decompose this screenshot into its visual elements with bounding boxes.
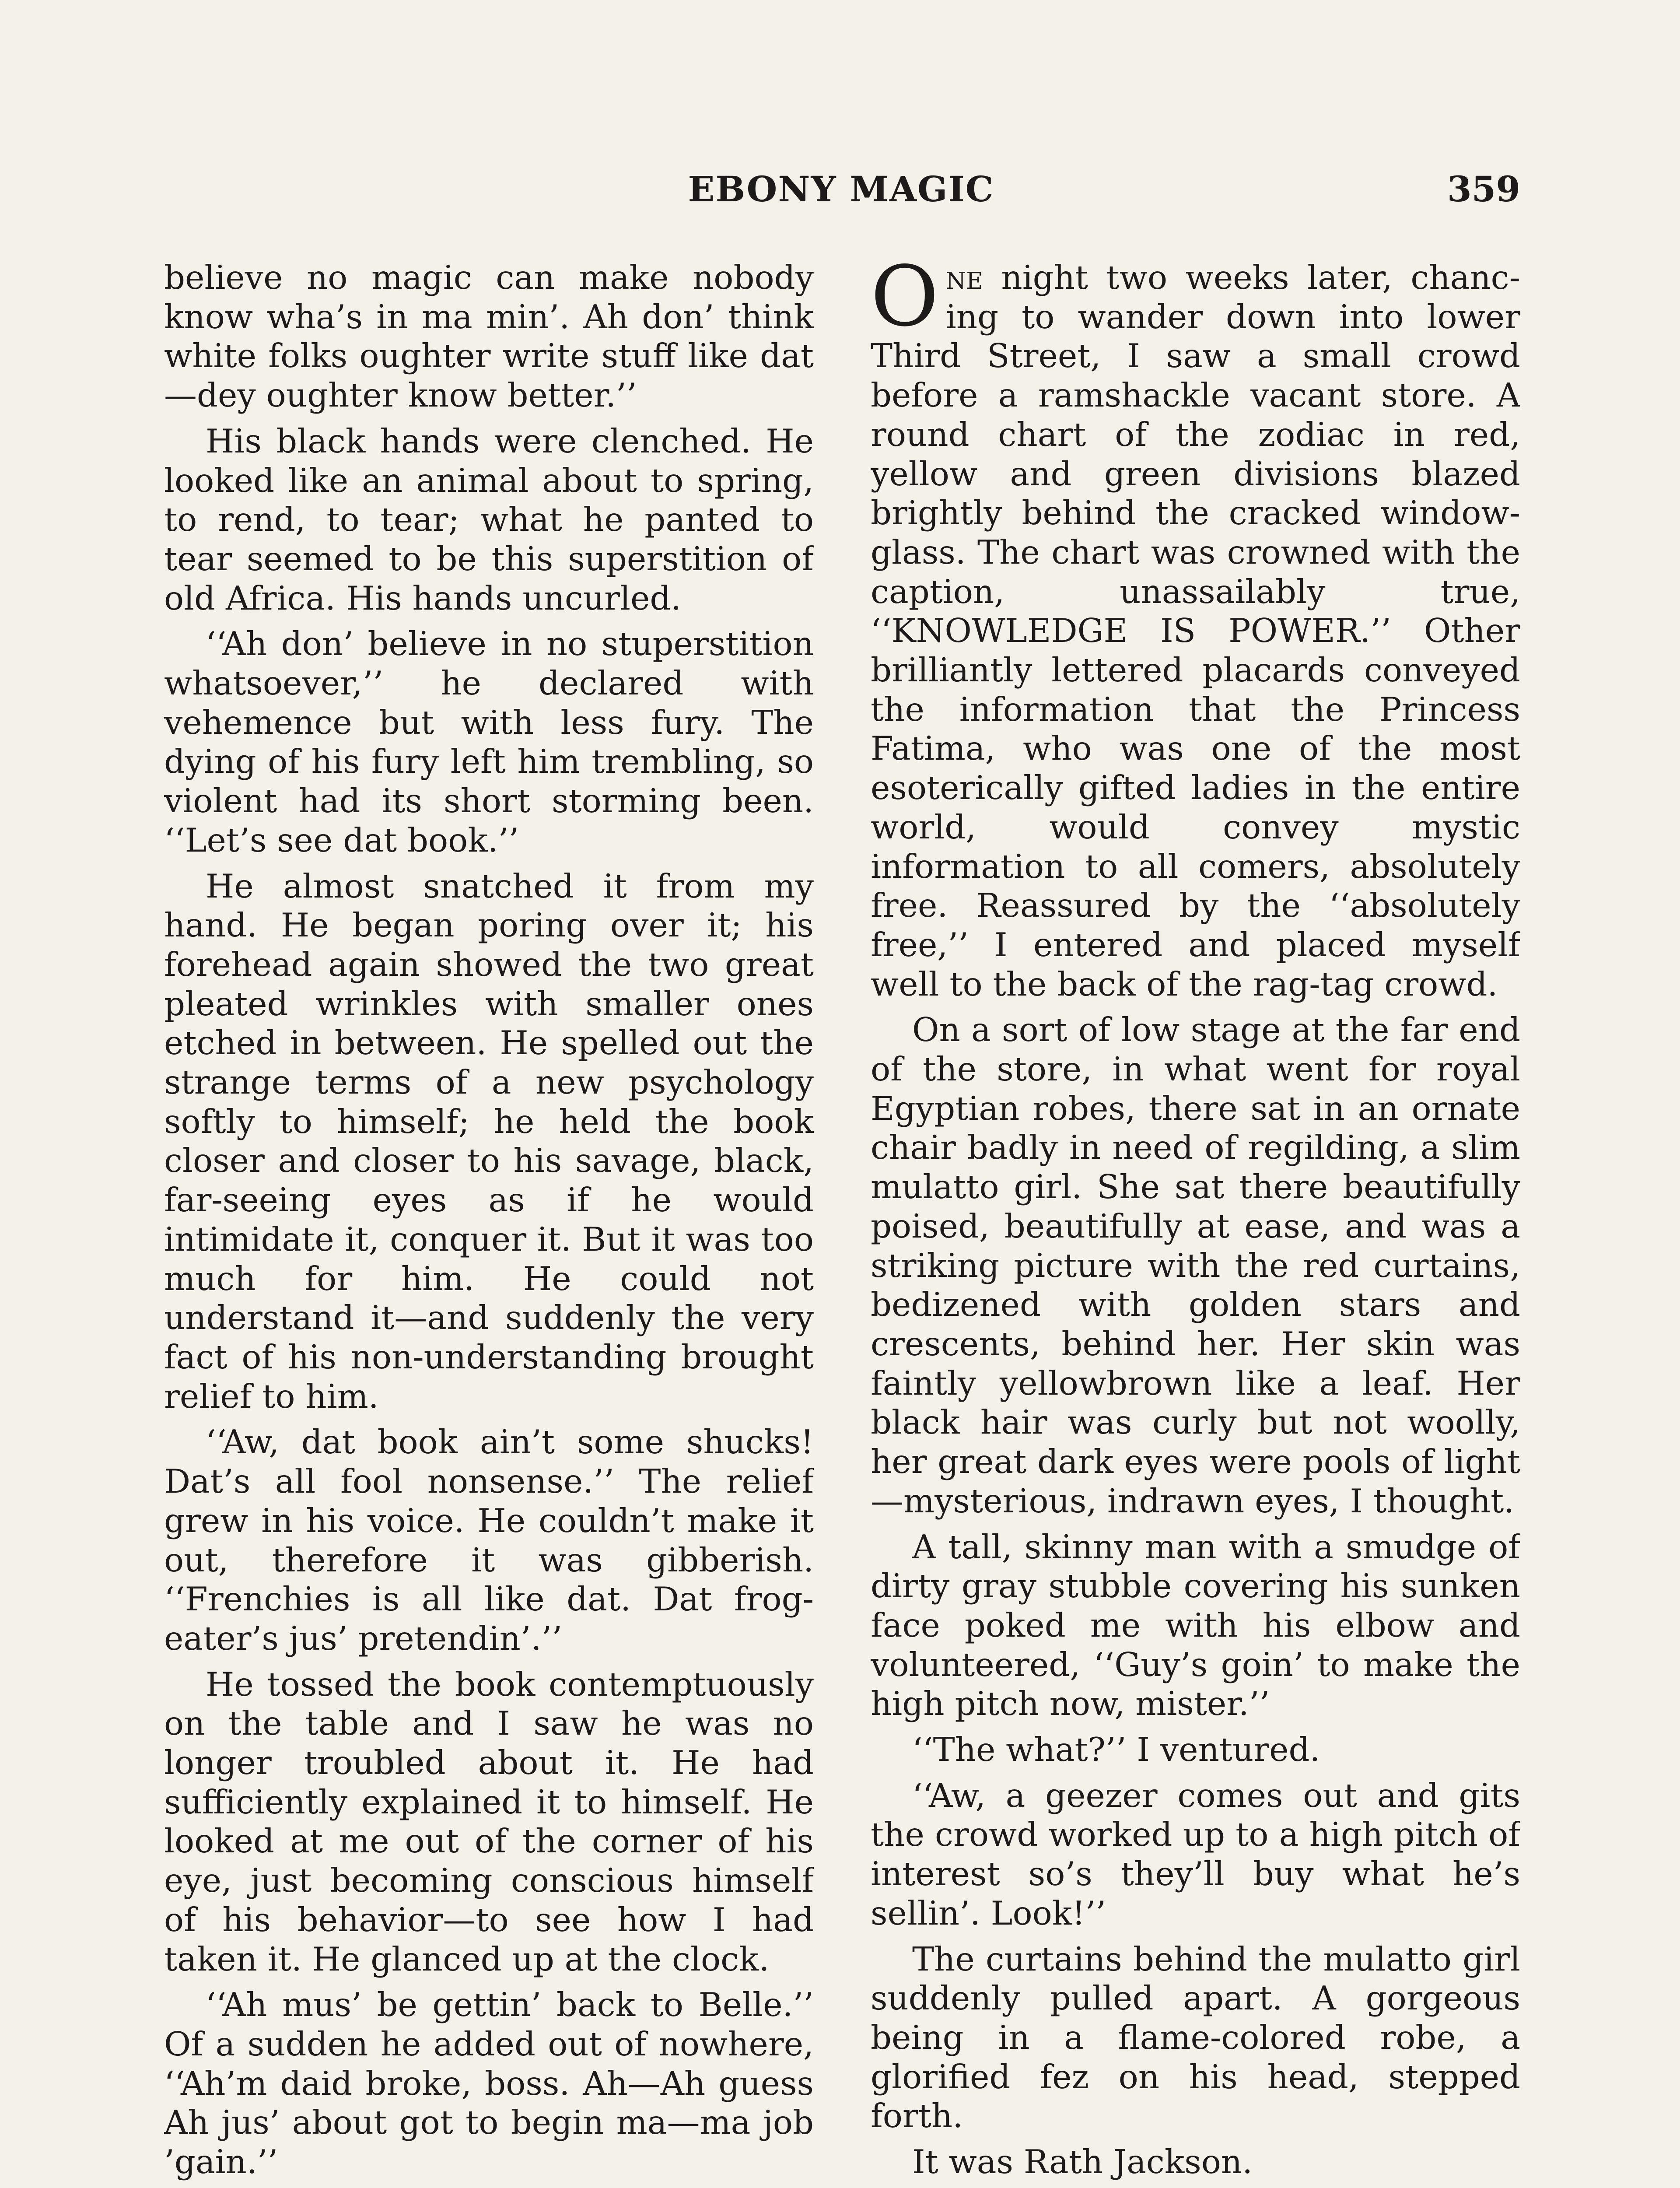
paragraph: He tossed the book contemptuously on the table and I saw he was no longer troubled about it. He had sufficiently explained it to himself. He looked at me out of the corner of his eye, just becoming conscious himself of his behavior—to see how I had taken it. He glanced up at the clock.	[164, 1665, 814, 1978]
paragraph: He almost snatched it from my hand. He began poring over it; his forehead again showed the two great pleated wrinkles with smaller ones etched in between. He spelled out the strange terms of a new psychology softly to himself; he held the book closer and closer to his savage, black, far-seeing eyes as if he would intimidate it, conquer it. But it was too much for him. He could not understand it—and suddenly the very fact of his non-understanding brought relief to him.	[164, 866, 814, 1416]
paragraph: On a sort of low stage at the far end of the store, in what went for royal Egyptian robes, there sat in an ornate chair badly in need of regilding, a slim mulatto girl. She sat there beautifully poised, beautifully at ease, and was a striking picture with the red curtains, bedizened with golden stars and crescents, behind her. Her skin was faintly yellowbrown like a leaf. Her black hair was curly but not woolly, her great dark eyes were pools of light—mysterious, indrawn eyes, I thought.	[871, 1010, 1520, 1520]
left-column	[164, 258, 814, 2188]
paragraph: ‘‘Aw, a geezer comes out and gits the crowd worked up to a high pitch of interest so’s they’ll buy what he’s sellin’. Look!’’	[871, 1776, 1520, 1932]
paragraph: ‘‘The what?’’ I ventured.	[912, 1730, 1320, 1769]
paragraph: The curtains behind the mulatto girl suddenly pulled apart. A gorgeous being in a flame-colored robe, a glorified fez on his head, stepped forth.	[871, 1939, 1520, 2135]
paragraph: A tall, skinny man with a smudge of dirty gray stubble covering his sunken face poked me with his elbow and volunteered, ‘‘Guy’s goin’ to make the high pitch now, mister.’’	[871, 1527, 1520, 1723]
paragraph: ‘‘Ah mus’ be gettin’ back to Belle.’’ Of a sudden he added out of nowhere, ‘‘Ah’m daid broke, boss. Ah—Ah guess Ah jus’ about got to begin ma—ma job ’gain.’’	[164, 1985, 814, 2181]
running-header	[162, 168, 1520, 217]
paragraph: believe no magic can make nobody know wha’s in ma min’. Ah don’ think white folks oughter write stuff like dat—dey oughter know better.’’	[164, 258, 814, 415]
right-column	[871, 258, 1520, 2188]
paragraph: It was Rath Jackson.	[912, 2142, 1253, 2181]
opening-paragraph	[871, 258, 1520, 1004]
small-caps-lead: ne	[945, 258, 983, 297]
running-title: EBONY MAGIC	[688, 168, 994, 210]
paragraph: ‘‘Ah don’ believe in no stuperstition whatsoever,’’ he declared with vehemence but with less fury. The dying of his fury left him trembling, so violent had its short storming been. ‘‘Let’s see dat book.’’	[164, 624, 814, 859]
opening-text: night two weeks later, chancing to wander down into lower Third Street, I saw a small crowd before a ramshackle vacant store. A round chart of the zodiac in red, yellow and green divisions blazed brightly behind the cracked windowglass. The chart was crowned with the caption, unassailably true, ‘‘KNOWLEDGE IS POWER.’’ Other brilliantly lettered placards conveyed the information that the Princess Fatima, who was one of the most esoterically gifted ladies in the entire world, would convey mystic information to all comers, absolutely free. Reassured by the ‘‘absolutely free,’’ I entered and placed myself well to the back of the rag-tag crowd.	[871, 258, 1520, 1003]
drop-cap: O	[871, 258, 939, 345]
paragraph: ‘‘Aw, dat book ain’t some shucks! Dat’s all fool nonsense.’’ The relief grew in his voice. He couldn’t make it out, therefore it was gibberish. ‘‘Frenchies is all like dat. Dat frogeater’s jus’ pretendin’.’’	[164, 1423, 814, 1658]
page-number: 359	[1447, 168, 1520, 210]
paragraph: His black hands were clenched. He looked like an animal about to spring, to rend, to tear; what he panted to tear seemed to be this superstition of old Africa. His hands uncurled.	[164, 421, 814, 617]
